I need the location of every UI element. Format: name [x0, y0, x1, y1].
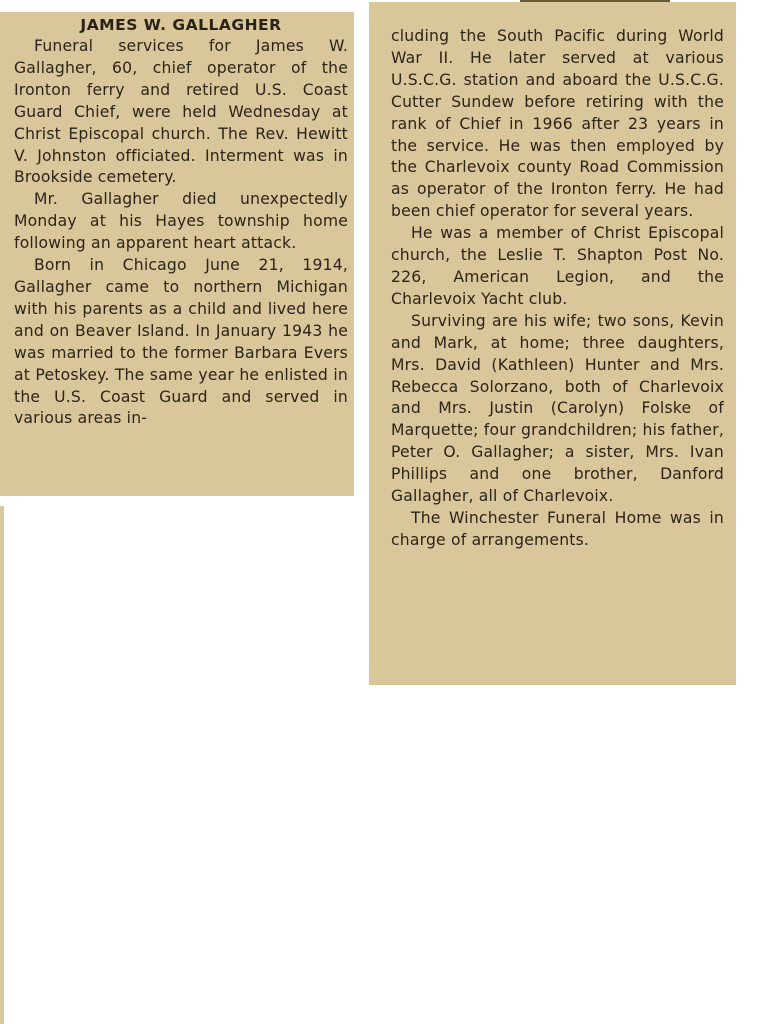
page-edge-strip: [0, 506, 4, 1024]
clipping-right-column: [369, 2, 736, 685]
paragraph-memberships: He was a member of Christ Episcopal church, the Leslie T. Shapton Post No. 226, American Legion, and the Charlevoix Yacht club.: [391, 224, 724, 308]
paragraph-biography: Born in Chicago June 21, 1914, Gallagher came to northern Michigan with his parents as a child and lived here and on Beaver Island. In January 1943 he was married to the former Barbara Evers at Petoskey. The same year he enlisted in the U.S. Coast Guard and served in various areas in-: [14, 256, 348, 428]
paragraph-survivors: Surviving are his wife; two sons, Kevin and Mark, at home; three daughters, Mrs. David (Kathleen) Hunter and Mrs. Rebecca Solorzano, both of Charlevoix and Mrs. Justin (Carolyn) Folske of Marquette; four grandchildren; his father, Peter O. Gallagher; a sister, Mrs. Ivan Phillips and one brother, Danford Gallagher, all of Charlevoix.: [391, 311, 724, 506]
paragraph-arrangements: The Winchester Funeral Home was in charge of arrangements.: [391, 508, 724, 549]
paragraph-funeral-services: Funeral services for James W. Gallagher, 60, chief operator of the Ironton ferry and retired U.S. Coast Guard Chief, were held Wednesday at Christ Episcopal church. The Rev. Hewitt V. Johnston officiated. Interment was in Brookside cemetery.: [14, 37, 348, 187]
paragraph-death: Mr. Gallagher died unexpectedly Monday at his Hayes township home following an apparent heart attack.: [14, 190, 348, 253]
paragraph-service-career: cluding the South Pacific during World War II. He later served at various U.S.C.G. station and aboard the U.S.C.G. Cutter Sundew before retiring with the rank of Chief in 1966 after 23 years in the service. He was then employed by the Charlevoix county Road Commission as operator of the Ironton ferry. He had been chief operator for several years.: [391, 27, 724, 221]
clipping-left-column: [0, 12, 354, 496]
obituary-headline: JAMES W. GALLAGHER: [80, 16, 282, 34]
